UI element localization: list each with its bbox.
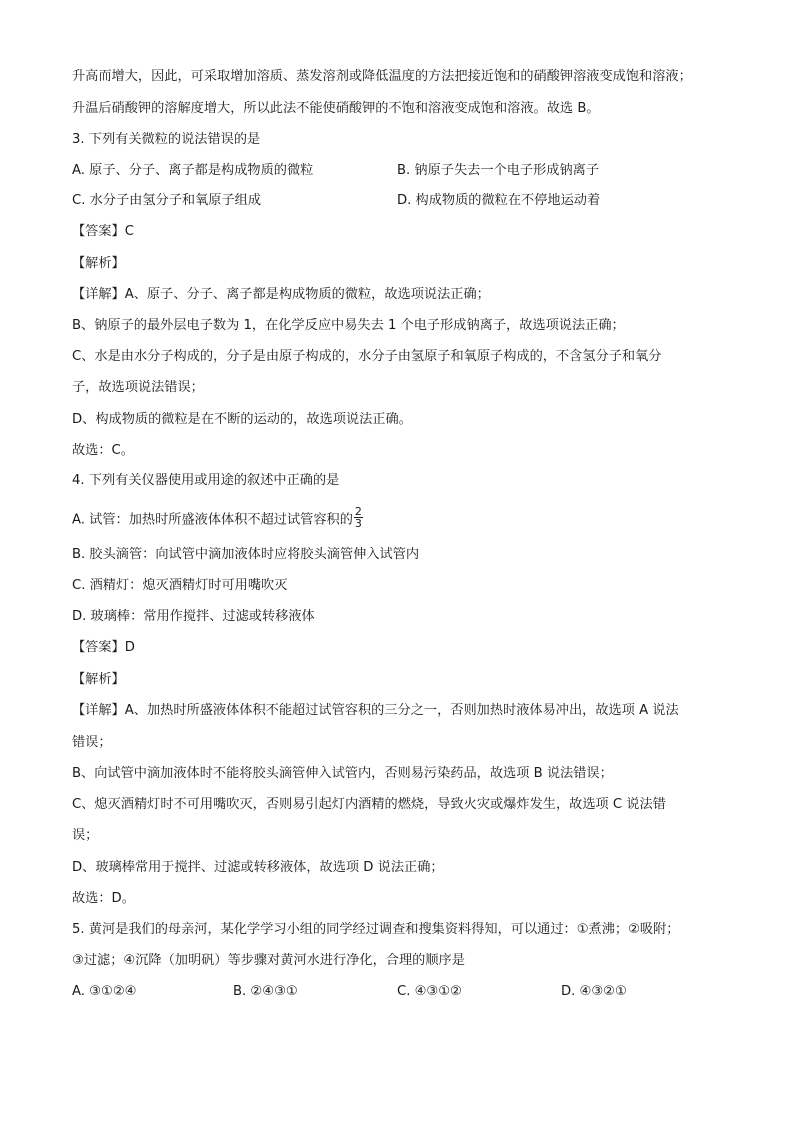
q3-detail-line: 子，故选项说法错误； [72, 380, 204, 395]
q3-detail-line: 故选：C。 [72, 443, 134, 458]
q3-option-c: C. 水分子由氢分子和氧原子组成 [72, 193, 262, 208]
q3-stem: 3. 下列有关微粒的说法错误的是 [72, 132, 261, 147]
q3-detail-line: 【详解】A、原子、分子、离子都是构成物质的微粒，故选项说法正确； [72, 287, 490, 302]
q5-option-d: D. ④③②① [561, 984, 627, 999]
q5-stem-line-2: ③过滤；④沉降（加明矾）等步骤对黄河水进行净化，合理的顺序是 [72, 953, 465, 968]
q3-answer: 【答案】C [72, 224, 134, 239]
q4-stem: 4. 下列有关仪器使用或用途的叙述中正确的是 [72, 473, 340, 488]
q3-detail-line: B、钠原子的最外层电子数为 1，在化学反应中易失去 1 个电子形成钠离子，故选项说法正确； [72, 318, 625, 333]
q5-option-b: B. ②④③① [233, 984, 298, 999]
q4-analysis-label: 【解析】 [72, 672, 125, 687]
q5-option-a: A. ③①②④ [72, 984, 137, 999]
q4-detail-line: 错误； [72, 735, 112, 750]
q4-detail-line: 【详解】A、加热时所盛液体体积不能超过试管容积的三分之一，否则加热时液体易冲出，故选项 A 说法 [72, 703, 679, 718]
fraction [354, 506, 363, 529]
q3-detail-line: D、构成物质的微粒是在不断的运动的，故选项说法正确。 [72, 412, 412, 427]
q4-detail-line: B、向试管中滴加液体时不能将胶头滴管伸入试管内，否则易污染药品，故选项 B 说法错误； [72, 766, 613, 781]
fraction-denominator: 3 [354, 517, 362, 530]
q4-option-a-text: A. 试管：加热时所盛液体体积不超过试管容积的 [72, 512, 353, 528]
q4-detail-line: D、玻璃棒常用于搅拌、过滤或转移液体，故选项 D 说法正确； [72, 860, 444, 875]
q5-option-c: C. ④③①② [397, 984, 462, 999]
q4-option-b: B. 胶头滴管：向试管中滴加液体时应将胶头滴管伸入试管内 [72, 547, 420, 562]
q3-option-b: B. 钠原子失去一个电子形成钠离子 [397, 163, 600, 178]
q4-option-a [72, 505, 363, 531]
q4-option-d: D. 玻璃棒：常用作搅拌、过滤或转移液体 [72, 609, 315, 624]
fraction-numerator: 2 [354, 505, 362, 518]
q3-detail-line: C、水是由水分子构成的，分子是由原子构成的，水分子由氢原子和氧原子构成的，不含氢分子和氧分 [72, 349, 662, 364]
q3-analysis-label: 【解析】 [72, 256, 125, 271]
intro-line-2: 升温后硝酸钾的溶解度增大，所以此法不能使硝酸钾的不饱和溶液变成饱和溶液。故选 B。 [72, 101, 600, 116]
q4-detail-line: C、熄灭酒精灯时不可用嘴吹灭，否则易引起灯内酒精的燃烧，导致火灾或爆炸发生，故选项 C 说法错 [72, 797, 666, 812]
q3-option-d: D. 构成物质的微粒在不停地运动着 [397, 193, 601, 208]
q3-option-a: A. 原子、分子、离子都是构成物质的微粒 [72, 163, 314, 178]
intro-line-1: 升高而增大，因此，可采取增加溶质、蒸发溶剂或降低温度的方法把接近饱和的硝酸钾溶液变成饱和溶液； [72, 69, 692, 84]
q4-answer: 【答案】D [72, 640, 135, 655]
q4-option-c: C. 酒精灯：熄灭酒精灯时可用嘴吹灭 [72, 578, 288, 593]
q4-detail-line: 故选：D。 [72, 891, 135, 906]
q5-stem-line-1: 5. 黄河是我们的母亲河，某化学学习小组的同学经过调查和搜集资料得知，可以通过：①煮沸；②吸附； [72, 922, 680, 937]
q4-detail-line: 误； [72, 828, 99, 843]
